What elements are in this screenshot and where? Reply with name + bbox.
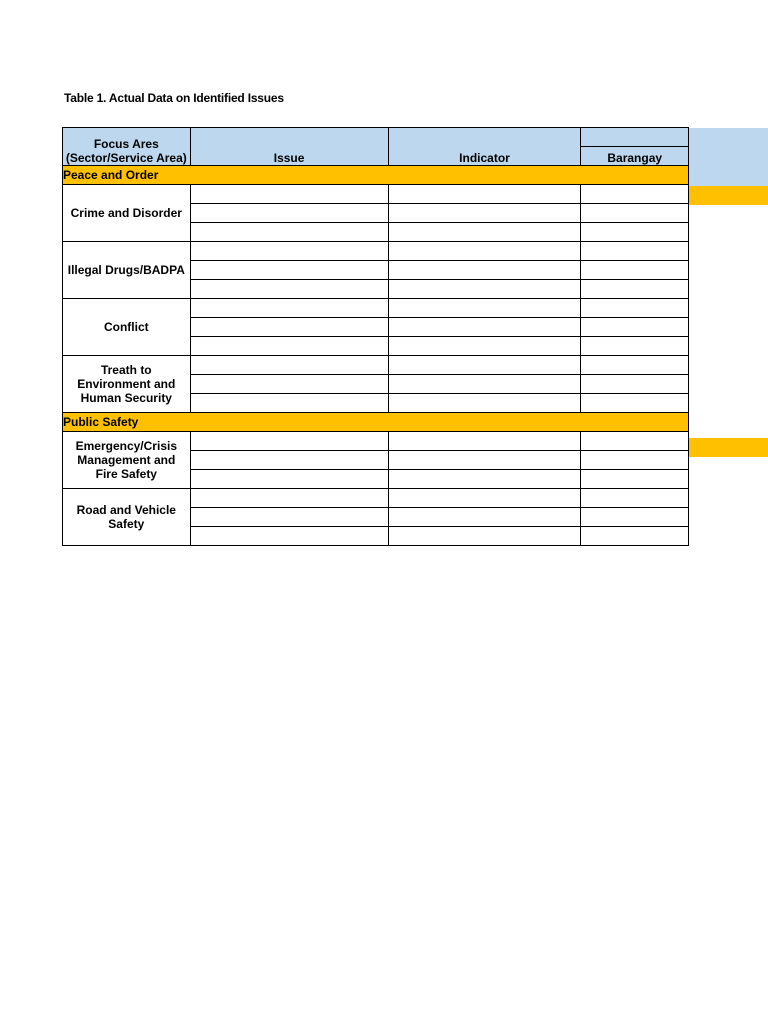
table-row (63, 356, 689, 375)
indicator-cell[interactable] (388, 375, 581, 394)
issue-cell[interactable] (190, 261, 388, 280)
header-focus-area: Focus Ares (Sector/Service Area) (63, 128, 191, 166)
indicator-cell[interactable] (388, 356, 581, 375)
indicator-cell[interactable] (388, 470, 581, 489)
barangay-cell[interactable] (581, 242, 689, 261)
indicator-cell[interactable] (388, 508, 581, 527)
issue-cell[interactable] (190, 337, 388, 356)
barangay-cell[interactable] (581, 375, 689, 394)
issue-cell[interactable] (190, 223, 388, 242)
indicator-cell[interactable] (388, 261, 581, 280)
header-merged-cell (581, 128, 689, 147)
table-row (63, 432, 689, 451)
focus-area-label: Treath to Environment and Human Security (63, 356, 191, 413)
section-row (63, 166, 689, 185)
barangay-cell[interactable] (581, 261, 689, 280)
barangay-cell[interactable] (581, 337, 689, 356)
issue-cell[interactable] (190, 489, 388, 508)
table-row (63, 299, 689, 318)
issue-cell[interactable] (190, 185, 388, 204)
table-row (63, 185, 689, 204)
barangay-cell[interactable] (581, 223, 689, 242)
issue-cell[interactable] (190, 318, 388, 337)
barangay-cell[interactable] (581, 356, 689, 375)
barangay-cell[interactable] (581, 508, 689, 527)
barangay-cell[interactable] (581, 299, 689, 318)
table-row (63, 489, 689, 508)
indicator-cell[interactable] (388, 299, 581, 318)
issue-cell[interactable] (190, 204, 388, 223)
issue-cell[interactable] (190, 242, 388, 261)
section-label: Public Safety (63, 413, 689, 432)
indicator-cell[interactable] (388, 318, 581, 337)
issue-cell[interactable] (190, 280, 388, 299)
indicator-cell[interactable] (388, 394, 581, 413)
table-row (63, 242, 689, 261)
issue-cell[interactable] (190, 527, 388, 546)
focus-area-label: Conflict (63, 299, 191, 356)
table-body (63, 166, 689, 546)
barangay-cell[interactable] (581, 527, 689, 546)
header-indicator: Indicator (388, 128, 581, 166)
focus-area-label: Crime and Disorder (63, 185, 191, 242)
barangay-cell[interactable] (581, 318, 689, 337)
header-fill-extension (688, 128, 768, 186)
section-label: Peace and Order (63, 166, 689, 185)
barangay-cell[interactable] (581, 432, 689, 451)
header-barangay: Barangay (581, 147, 689, 166)
barangay-cell[interactable] (581, 185, 689, 204)
issue-cell[interactable] (190, 451, 388, 470)
barangay-cell[interactable] (581, 489, 689, 508)
indicator-cell[interactable] (388, 280, 581, 299)
issue-cell[interactable] (190, 375, 388, 394)
section-band-extension-peace (688, 186, 768, 205)
issue-cell[interactable] (190, 432, 388, 451)
indicator-cell[interactable] (388, 223, 581, 242)
focus-area-label: Illegal Drugs/BADPA (63, 242, 191, 299)
indicator-cell[interactable] (388, 185, 581, 204)
issue-cell[interactable] (190, 356, 388, 375)
indicator-cell[interactable] (388, 432, 581, 451)
section-row (63, 413, 689, 432)
indicator-cell[interactable] (388, 242, 581, 261)
focus-area-label: Emergency/Crisis Management and Fire Safety (63, 432, 191, 489)
indicator-cell[interactable] (388, 489, 581, 508)
issue-cell[interactable] (190, 394, 388, 413)
issue-cell[interactable] (190, 470, 388, 489)
issues-table (62, 127, 689, 546)
barangay-cell[interactable] (581, 451, 689, 470)
barangay-cell[interactable] (581, 394, 689, 413)
barangay-cell[interactable] (581, 470, 689, 489)
indicator-cell[interactable] (388, 451, 581, 470)
header-issue: Issue (190, 128, 388, 166)
focus-area-label: Road and Vehicle Safety (63, 489, 191, 546)
barangay-cell[interactable] (581, 204, 689, 223)
header-row-top (63, 128, 689, 147)
indicator-cell[interactable] (388, 337, 581, 356)
indicator-cell[interactable] (388, 204, 581, 223)
table-title: Table 1. Actual Data on Identified Issues (64, 91, 284, 105)
barangay-cell[interactable] (581, 280, 689, 299)
indicator-cell[interactable] (388, 527, 581, 546)
issue-cell[interactable] (190, 299, 388, 318)
section-band-extension-safety (688, 438, 768, 457)
issue-cell[interactable] (190, 508, 388, 527)
